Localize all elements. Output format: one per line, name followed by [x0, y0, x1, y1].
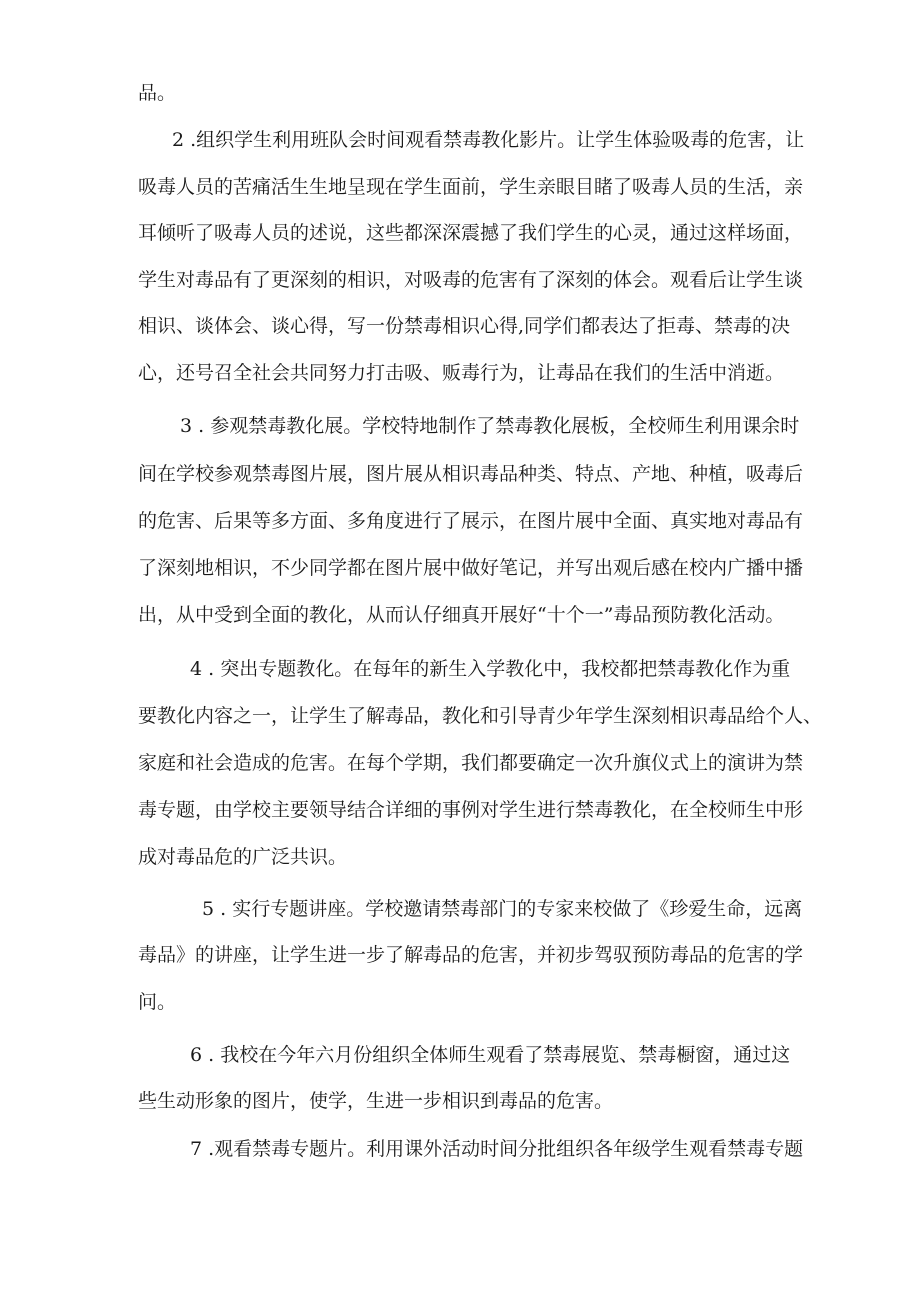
- text-line: 7 .观看禁毒专题片。利用课外活动时间分批组织各年级学生观看禁毒专题: [190, 1138, 804, 1160]
- text-line: 相识、谈体会、谈心得，写一份禁毒相识心得,同学们都表达了拒毒、禁毒的决: [138, 315, 791, 337]
- text-line: 毒专题，由学校主要领导结合详细的事例对学生进行禁毒教化，在全校师生中形: [138, 799, 804, 821]
- text-line: 要教化内容之一，让学生了解毒品，教化和引导青少年学生深刻相识毒品给个人、: [138, 705, 823, 727]
- text-line: 出，从中受到全面的教化，从而认仔细真开展好“十个一”毒品预防教化活动。: [138, 604, 785, 626]
- text-line: 5 . 实行专题讲座。学校邀请禁毒部门的专家来校做了《珍爱生命，远离: [202, 898, 803, 920]
- text-line: 吸毒人员的苦痛活生生地呈现在学生面前，学生亲眼目睹了吸毒人员的生活，亲: [138, 176, 804, 198]
- text-line: 耳倾听了吸毒人员的述说，这些都深深震撼了我们学生的心灵，通过这样场面，: [138, 222, 804, 244]
- text-line: 的危害、后果等多方面、多角度进行了展示，在图片展中全面、真实地对毒品有: [138, 510, 804, 532]
- text-line: 学生对毒品有了更深刻的相识，对吸毒的危害有了深刻的体会。观看后让学生谈: [138, 269, 804, 291]
- text-line: 2 .组织学生利用班队会时间观看禁毒教化影片。让学生体验吸毒的危害，让: [172, 129, 805, 151]
- text-line: 成对毒品危的广泛共识。: [138, 846, 348, 868]
- text-line: 6 . 我校在今年六月份组织全体师生观看了禁毒展览、禁毒橱窗，通过这: [190, 1044, 791, 1066]
- text-line: 些生动形象的图片，使学，生进一步相识到毒品的危害。: [138, 1090, 614, 1112]
- text-line: 间在学校参观禁毒图片展，图片展从相识毒品种类、特点、产地、种植，吸毒后: [138, 463, 804, 485]
- text-line: 3 . 参观禁毒教化展。学校特地制作了禁毒教化展板，全校师生利用课余时: [180, 415, 800, 437]
- text-line: 家庭和社会造成的危害。在每个学期，我们都要确定一次升旗仪式上的演讲为禁: [138, 752, 804, 774]
- text-line: 了深刻地相识，不少同学都在图片展中做好笔记，并写出观后感在校内广播中播: [138, 557, 804, 579]
- text-line: 心，还号召全社会共同努力打击吸、贩毒行为，让毒品在我们的生活中消逝。: [138, 362, 785, 384]
- text-line: 问。: [138, 991, 177, 1013]
- text-line: 4 . 突出专题教化。在每年的新生入学教化中，我校都把禁毒教化作为重: [190, 658, 791, 680]
- text-line: 品。: [138, 82, 177, 104]
- text-line: 毒品》的讲座，让学生进一步了解毒品的危害，并初步驾驭预防毒品的危害的学: [138, 944, 804, 966]
